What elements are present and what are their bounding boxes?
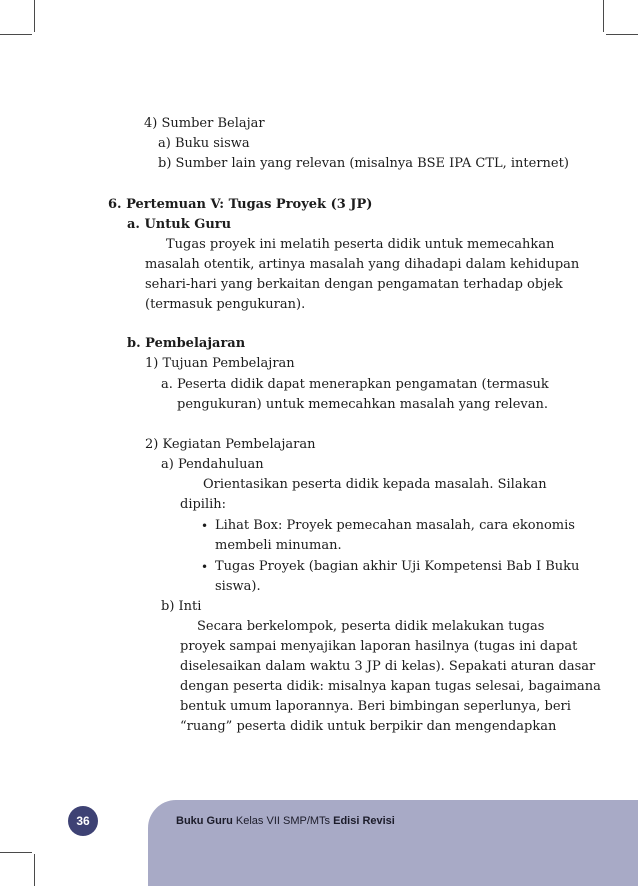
crop-mark — [0, 34, 32, 35]
paragraph-line: bentuk umum laporannya. Beri bimbingan seperlunya, beri — [180, 699, 571, 714]
section-heading: 6. Pertemuan V: Tugas Proyek (3 JP) — [108, 197, 373, 212]
bullet-line: Tugas Proyek (bagian akhir Uji Kompetensi Bab I Buku — [215, 559, 580, 574]
crop-mark — [34, 0, 35, 32]
footer-band — [148, 800, 638, 886]
list-item: pengukuran) untuk memecahkan masalah yang relevan. — [177, 397, 548, 412]
paragraph-line: masalah otentik, artinya masalah yang dihadapi dalam kehidupan — [145, 257, 580, 272]
paragraph-line: Tugas proyek ini melatih peserta didik untuk memecahkan — [166, 237, 555, 252]
list-item: 4) Sumber Belajar — [144, 116, 265, 131]
crop-mark — [0, 852, 32, 853]
paragraph-line: proyek sampai menyajikan laporan hasilnya (tugas ini dapat — [180, 639, 578, 654]
crop-mark — [606, 34, 638, 35]
bullet-icon: • — [201, 560, 209, 574]
paragraph-line: diselesaikan dalam waktu 3 JP di kelas). Sepakati aturan dasar — [180, 659, 596, 674]
bullet-line: membeli minuman. — [215, 538, 342, 553]
bullet-icon: • — [201, 519, 209, 533]
crop-mark — [603, 0, 604, 32]
footer-book: Buku Guru — [176, 815, 233, 827]
list-heading: a) Pendahuluan — [161, 457, 264, 472]
paragraph-line: Orientasikan peserta didik kepada masalah. Silakan — [203, 477, 547, 492]
footer-title — [176, 815, 395, 827]
footer-edition: Edisi Revisi — [333, 815, 395, 827]
subsection-heading: b. Pembelajaran — [127, 336, 246, 351]
paragraph-line: dipilih: — [180, 497, 227, 512]
list-item: a. Peserta didik dapat menerapkan pengamatan (termasuk — [161, 377, 549, 392]
bullet-line: siswa). — [215, 579, 261, 594]
paragraph-line: sehari-hari yang berkaitan dengan pengamatan terhadap objek — [145, 277, 563, 292]
list-heading: b) Inti — [161, 599, 202, 614]
list-item: a) Buku siswa — [158, 136, 250, 151]
paragraph-line: (termasuk pengukuran). — [145, 297, 306, 312]
crop-mark — [34, 854, 35, 886]
paragraph-line: “ruang” peserta didik untuk berpikir dan mengendapkan — [180, 719, 557, 734]
bullet-line: Lihat Box: Proyek pemecahan masalah, cara ekonomis — [215, 518, 575, 533]
list-heading: 2) Kegiatan Pembelajaran — [145, 437, 316, 452]
paragraph-line: dengan peserta didik: misalnya kapan tugas selesai, bagaimana — [180, 679, 601, 694]
paragraph-line: Secara berkelompok, peserta didik melakukan tugas — [197, 619, 545, 634]
footer-grade: Kelas VII SMP/MTs — [235, 815, 331, 827]
list-heading: 1) Tujuan Pembelajran — [145, 356, 295, 371]
page-number: 36 — [68, 806, 98, 836]
subsection-heading: a. Untuk Guru — [127, 217, 232, 232]
list-item: b) Sumber lain yang relevan (misalnya BSE IPA CTL, internet) — [158, 156, 569, 171]
